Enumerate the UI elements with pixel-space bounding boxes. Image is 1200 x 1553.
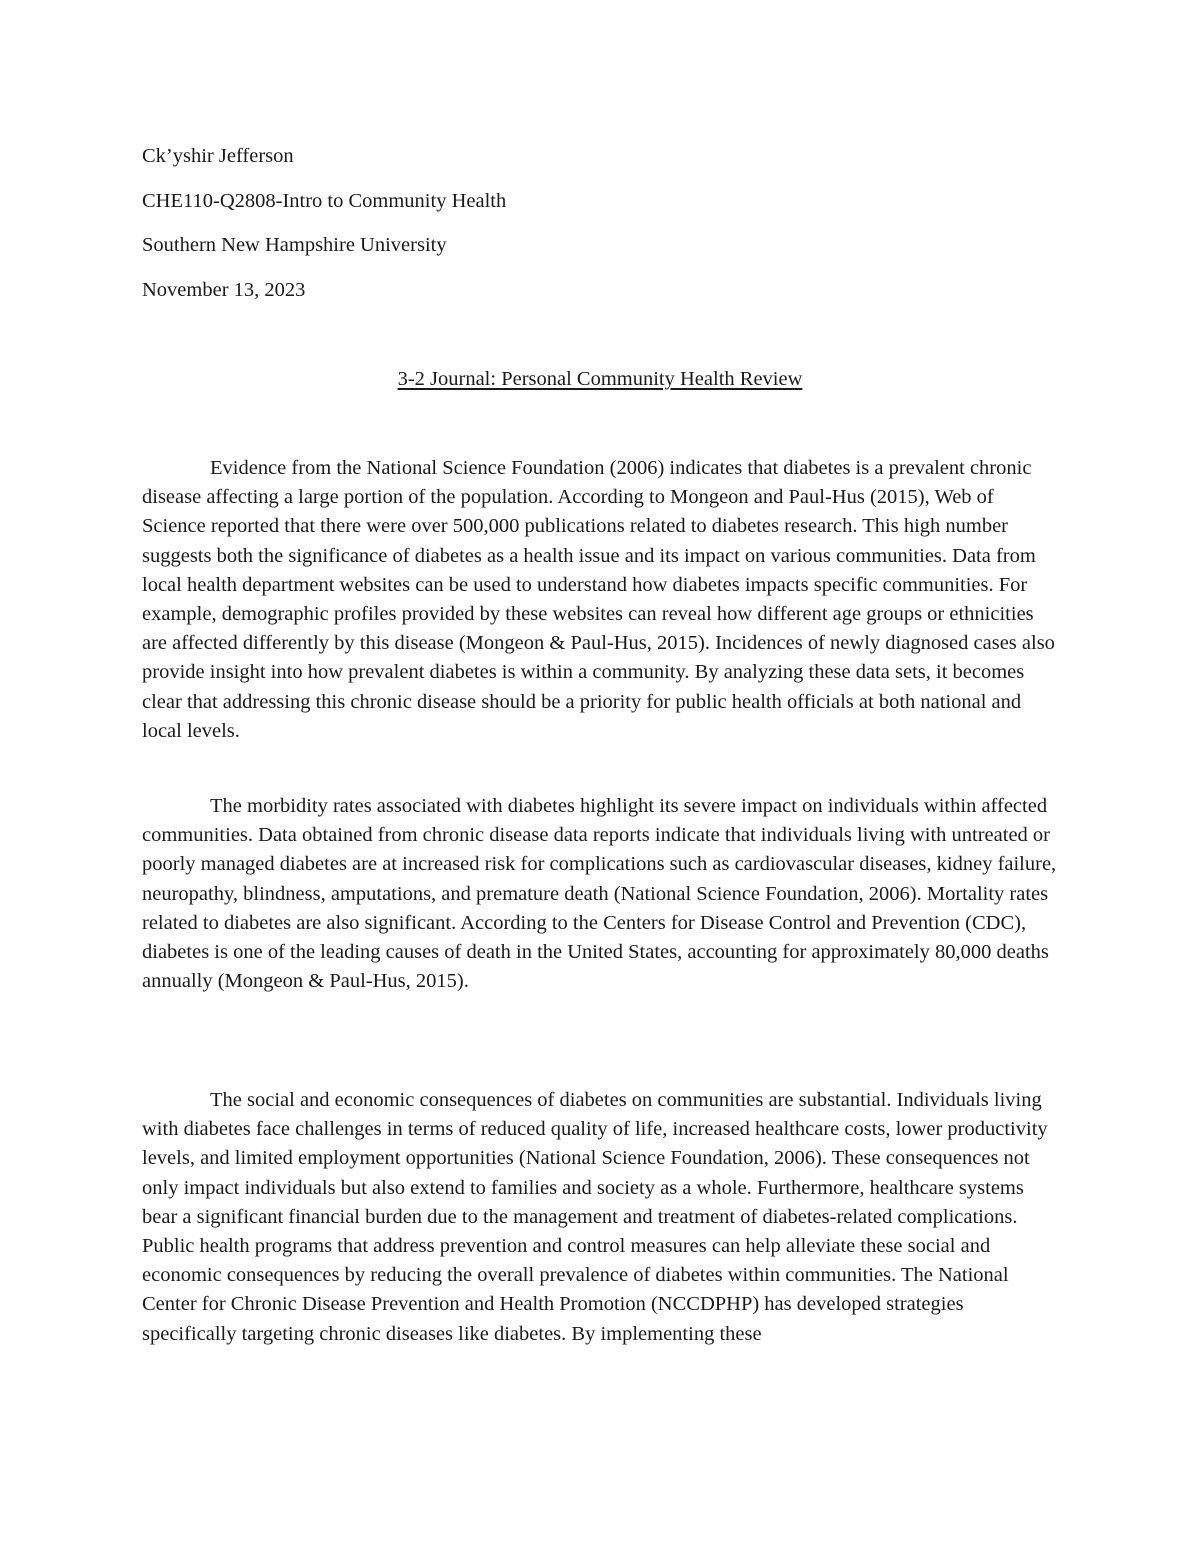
document-header (142, 140, 1062, 318)
body-paragraph: The social and economic consequences of diabetes on communities are substantial. Individuals living with diabetes face challenges in terms of reduced quality of life, increased healthcare costs, lower productivity levels, and limited employment opportunities (National Science Foundation, 2006). These consequences not only impact individuals but also extend to families and society as a whole. Furthermore, healthcare systems bear a significant financial burden due to the management and treatment of diabetes-related complications. Public health programs that address prevention and control measures can help alleviate these social and economic consequences by reducing the overall prevalence of diabetes within communities. The National Center for Chronic Disease Prevention and Health Promotion (NCCDPHP) has developed strategies specifically targeting chronic diseases like diabetes. By implementing these (142, 1089, 1048, 1345)
body-paragraph: Evidence from the National Science Foundation (2006) indicates that diabetes is a prevalent chronic disease affecting a large portion of the population. According to Mongeon and Paul-Hus (2015), Web of Science reported that there were over 500,000 publications related to diabetes research. This high number suggests both the significance of diabetes as a health issue and its impact on various communities. Data from local health department websites can be used to understand how diabetes impacts specific communities. For example, demographic profiles provided by these websites can reveal how different age groups or ethnicities are affected differently by this disease (Mongeon & Paul-Hus, 2015). Incidences of newly diagnosed cases also provide insight into how prevalent diabetes is within a community. By analyzing these data sets, it becomes clear that addressing this chronic disease should be a priority for public health officials at both national and local levels. (142, 457, 1055, 742)
author-name: Ck’yshir Jefferson (142, 145, 294, 167)
body-paragraph: The morbidity rates associated with diabetes highlight its severe impact on individuals within affected communities. Data obtained from chronic disease data reports indicate that individuals living with untreated or poorly managed diabetes are at increased risk for complications such as cardiovascular diseases, kidney failure, neuropathy, blindness, amputations, and premature death (National Science Foundation, 2006). Mortality rates related to diabetes are also significant. According to the Centers for Disease Control and Prevention (CDC), diabetes is one of the leading causes of death in the United States, accounting for approximately 80,000 deaths annually (Mongeon & Paul-Hus, 2015). (142, 795, 1057, 993)
institution-name: Southern New Hampshire University (142, 234, 447, 256)
course-name: CHE110-Q2808-Intro to Community Health (142, 189, 507, 212)
document-title: 3-2 Journal: Personal Community Health Review (397, 368, 803, 390)
document-date: November 13, 2023 (142, 278, 306, 301)
